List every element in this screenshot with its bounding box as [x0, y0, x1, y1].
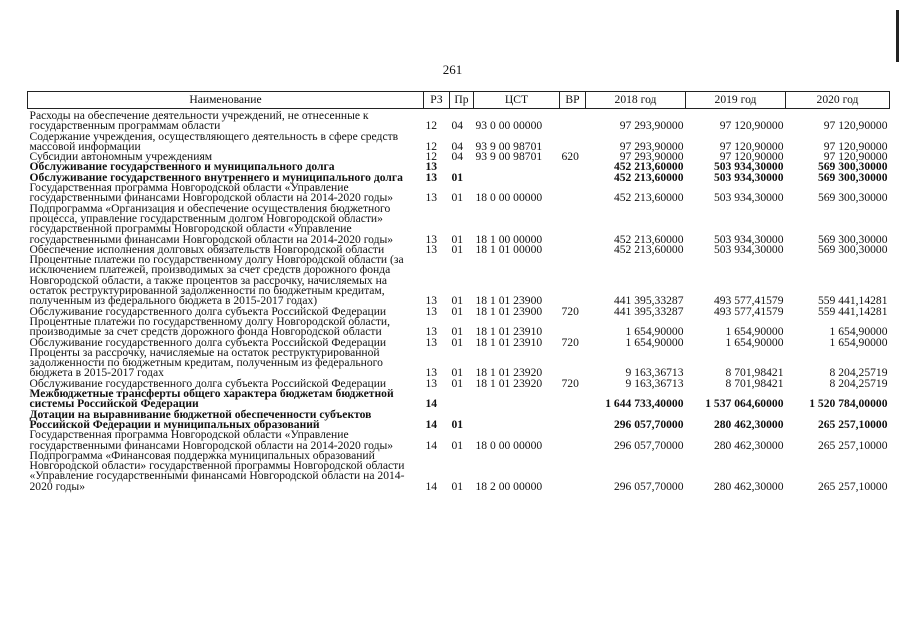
row-2020: 8 204,25719 — [829, 376, 888, 390]
table-row — [28, 255, 890, 306]
row-vr — [560, 132, 586, 153]
row-2020: 559 441,14281 — [817, 294, 888, 308]
row-rz: 13 — [425, 191, 438, 205]
row-vr — [560, 245, 586, 255]
row-2018: 452 213,60000 — [613, 232, 684, 246]
table-header — [28, 92, 890, 109]
row-2018: 452 213,60000 — [613, 191, 684, 205]
table-row — [28, 317, 890, 338]
row-rz: 12 — [425, 139, 438, 153]
row-2019: 503 934,30000 — [713, 191, 784, 205]
row-vr: 620 — [561, 150, 579, 164]
row-name: Государственная программа Новгородской области «Управление государственными финансами Новгородской области на 2014-2020 годы» — [29, 428, 394, 452]
row-pr: 01 — [451, 479, 464, 493]
row-2020: 1 520 784,00000 — [809, 397, 888, 411]
row-vr — [560, 451, 586, 492]
row-2018: 1 654,90000 — [625, 335, 684, 349]
header-2019: 2019 год — [686, 92, 786, 109]
row-pr: 01 — [451, 242, 464, 256]
table-row — [28, 109, 890, 132]
row-cst: 18 0 00 00000 — [475, 438, 543, 452]
row-name: Процентные платежи по государственному долгу Новгородской области (за исключением платежей, производимых за счет средств дорожного фонда Новгородской области, а также процентов за рассрочку, начисляемых на остаток реструктурированной задолженности по бюджетным кредитам, полученным из федерального бюджета в 2015-2017 годах) — [29, 253, 404, 308]
row-vr — [560, 162, 586, 172]
header-rz: РЗ — [424, 92, 450, 109]
row-name: Межбюджетные трансферты общего характера бюджетам бюджетной системы Российской Федерации — [29, 387, 394, 411]
row-rz: 13 — [425, 294, 438, 308]
row-pr: 01 — [451, 304, 464, 318]
row-2020: 1 654,90000 — [829, 325, 888, 339]
row-rz: 13 — [425, 242, 438, 256]
row-pr: 01 — [451, 170, 464, 184]
row-2018: 441 395,33287 — [613, 294, 684, 308]
row-vr — [560, 204, 586, 245]
row-2020: 265 257,10000 — [817, 438, 888, 452]
row-2019: 280 462,30000 — [713, 479, 784, 493]
row-2018: 441 395,33287 — [613, 304, 684, 318]
row-pr: 04 — [451, 150, 464, 164]
row-2020: 8 204,25719 — [829, 366, 888, 380]
table-row — [28, 410, 890, 431]
page-edge-mark — [896, 10, 899, 62]
row-2020: 97 120,90000 — [823, 139, 888, 153]
table-body — [28, 109, 890, 492]
row-rz: 14 — [425, 479, 438, 493]
row-2020: 97 120,90000 — [823, 150, 888, 164]
row-2020: 1 654,90000 — [829, 335, 888, 349]
row-pr: 01 — [451, 294, 464, 308]
row-rz: 14 — [425, 397, 438, 411]
row-pr: 01 — [451, 438, 464, 452]
row-cst: 18 1 01 23910 — [475, 335, 543, 349]
table-row — [28, 451, 890, 492]
row-rz: 12 — [425, 119, 438, 133]
row-cst: 18 1 00 00000 — [475, 232, 543, 246]
row-rz: 14 — [425, 417, 438, 431]
row-pr: 01 — [451, 325, 464, 339]
row-rz: 12 — [425, 150, 438, 164]
header-cst: ЦСТ — [474, 92, 560, 109]
row-2020: 265 257,10000 — [817, 417, 888, 431]
row-name: Субсидии автономным учреждениям — [29, 150, 213, 164]
row-2019: 280 462,30000 — [713, 438, 784, 452]
header-vr: ВР — [560, 92, 586, 109]
table-row — [28, 389, 890, 410]
row-rz: 13 — [425, 232, 438, 246]
row-2019: 280 462,30000 — [713, 417, 784, 431]
row-rz: 13 — [425, 160, 438, 174]
row-cst — [474, 162, 560, 172]
row-2019: 493 577,41579 — [713, 304, 784, 318]
row-2020: 559 441,14281 — [817, 304, 888, 318]
row-name: Подпрограмма «Финансовая поддержка муниципальных образований Новгородской области» государственной программы Новгородской области «Управление государственными финансами Новгородской области на 2014-2020 годы» — [29, 448, 405, 493]
row-cst: 18 1 01 23910 — [475, 325, 543, 339]
row-vr — [560, 317, 586, 338]
row-2019: 503 934,30000 — [713, 232, 784, 246]
row-2019: 1 654,90000 — [725, 325, 784, 339]
row-cst: 18 2 00 00000 — [475, 479, 543, 493]
row-2018: 9 163,36713 — [625, 366, 684, 380]
row-2020: 265 257,10000 — [817, 479, 888, 493]
row-2018: 97 293,90000 — [619, 119, 684, 133]
row-rz: 13 — [425, 170, 438, 184]
row-cst — [474, 173, 560, 183]
row-vr — [560, 109, 586, 132]
row-2020: 97 120,90000 — [823, 119, 888, 133]
row-pr: 01 — [451, 232, 464, 246]
row-cst: 18 1 01 23900 — [475, 294, 543, 308]
row-2018: 9 163,36713 — [625, 376, 684, 390]
row-vr — [560, 430, 586, 451]
row-2018: 1 644 733,40000 — [605, 397, 684, 411]
table-row — [28, 348, 890, 379]
row-cst: 93 9 00 98701 — [475, 150, 543, 164]
row-2020: 569 300,30000 — [817, 232, 888, 246]
row-cst: 93 9 00 98701 — [475, 139, 543, 153]
row-name: Подпрограмма «Организация и обеспечение осуществления бюджетного процесса, управление государственным долгом Новгородской области» государственной программы Новгородской области «Управление государственными финансами Новгородской области на 2014-2020 годы» — [29, 201, 394, 246]
row-2018: 296 057,70000 — [613, 438, 684, 452]
row-2019: 1 537 064,60000 — [705, 397, 784, 411]
row-vr: 720 — [561, 304, 579, 318]
row-vr — [560, 173, 586, 183]
row-rz: 13 — [425, 366, 438, 380]
row-cst — [474, 389, 560, 410]
row-pr: 04 — [451, 119, 464, 133]
row-name: Обслуживание государственного и муниципального долга — [29, 160, 335, 174]
row-vr — [560, 183, 586, 204]
row-name: Обслуживание государственного долга субъекта Российской Федерации — [29, 376, 387, 390]
row-name: Проценты за рассрочку, начисляемые на остаток реструктурированной задолженности по бюджетным кредитам, полученным из федерального бюджета в 2015-2017 годах — [29, 345, 383, 380]
row-vr — [560, 410, 586, 431]
row-pr: 01 — [451, 366, 464, 380]
header-2018: 2018 год — [586, 92, 686, 109]
table-row — [28, 132, 890, 153]
row-vr: 720 — [561, 376, 579, 390]
row-pr: 01 — [451, 191, 464, 205]
row-pr: 01 — [451, 335, 464, 349]
row-2019: 97 120,90000 — [719, 119, 784, 133]
row-vr — [560, 255, 586, 306]
row-cst: 18 0 00 00000 — [475, 191, 543, 205]
row-2018: 452 213,60000 — [613, 160, 684, 174]
row-vr — [560, 348, 586, 379]
row-2019: 1 654,90000 — [725, 335, 784, 349]
row-2018: 452 213,60000 — [613, 170, 684, 184]
row-pr: 01 — [451, 417, 464, 431]
row-2020: 569 300,30000 — [817, 160, 888, 174]
row-cst: 18 1 01 23900 — [475, 304, 543, 318]
row-2018: 97 293,90000 — [619, 139, 684, 153]
page-number: 261 — [442, 62, 463, 77]
row-pr: 04 — [451, 139, 464, 153]
row-name: Содержание учреждения, осуществляющего деятельность в сфере средств массовой информации — [29, 129, 399, 153]
header-name: Наименование — [28, 92, 424, 109]
row-2019: 97 120,90000 — [719, 139, 784, 153]
row-2018: 1 654,90000 — [625, 325, 684, 339]
row-rz: 13 — [425, 376, 438, 390]
row-2018: 296 057,70000 — [613, 417, 684, 431]
row-2019: 493 577,41579 — [713, 294, 784, 308]
header-pr: Пр — [450, 92, 474, 109]
row-2018: 296 057,70000 — [613, 479, 684, 493]
row-name: Обеспечение исполнения долговых обязательств Новгородской области — [29, 242, 385, 256]
table-row — [28, 204, 890, 245]
row-2020: 569 300,30000 — [817, 191, 888, 205]
row-2019: 97 120,90000 — [719, 150, 784, 164]
row-pr — [450, 389, 474, 410]
row-cst: 93 0 00 00000 — [475, 119, 543, 133]
header-2020: 2020 год — [786, 92, 890, 109]
row-name: Обслуживание государственного долга субъекта Российской Федерации — [29, 335, 387, 349]
table-row — [28, 183, 890, 204]
row-2019: 8 701,98421 — [725, 366, 784, 380]
table-row — [28, 430, 890, 451]
row-vr — [560, 389, 586, 410]
row-2018: 97 293,90000 — [619, 150, 684, 164]
row-2018: 452 213,60000 — [613, 242, 684, 256]
row-2019: 503 934,30000 — [713, 170, 784, 184]
row-name: Обслуживание государственного долга субъекта Российской Федерации — [29, 304, 387, 318]
row-name: Расходы на обеспечение деятельности учреждений, не отнесенные к государственным программам области — [29, 109, 369, 133]
budget-table — [27, 91, 890, 492]
row-name: Государственная программа Новгородской области «Управление государственными финансами Новгородской области на 2014-2020 годы» — [29, 181, 394, 205]
row-name: Дотации на выравнивание бюджетной обеспеченности субъектов Российской Федерации и муниципальных образований — [29, 407, 372, 431]
row-name: Обслуживание государственного внутреннего и муниципального долга — [29, 170, 403, 184]
row-name: Процентные платежи по государственному долгу Новгородской области, производимые за счет средств дорожного фонда Новгородской области — [29, 314, 391, 339]
row-pr: 01 — [451, 376, 464, 390]
row-rz: 13 — [425, 304, 438, 318]
row-cst: 18 1 01 23920 — [475, 366, 543, 380]
row-2019: 8 701,98421 — [725, 376, 784, 390]
row-2019: 503 934,30000 — [713, 242, 784, 256]
row-2020: 569 300,30000 — [817, 170, 888, 184]
row-rz: 13 — [425, 325, 438, 339]
row-cst — [474, 410, 560, 431]
row-2019: 503 934,30000 — [713, 160, 784, 174]
row-vr: 720 — [561, 335, 579, 349]
row-2020: 569 300,30000 — [817, 242, 888, 256]
row-cst: 18 1 01 23920 — [475, 376, 543, 390]
row-rz: 14 — [425, 438, 438, 452]
row-cst: 18 1 01 00000 — [475, 242, 543, 256]
row-rz: 13 — [425, 335, 438, 349]
